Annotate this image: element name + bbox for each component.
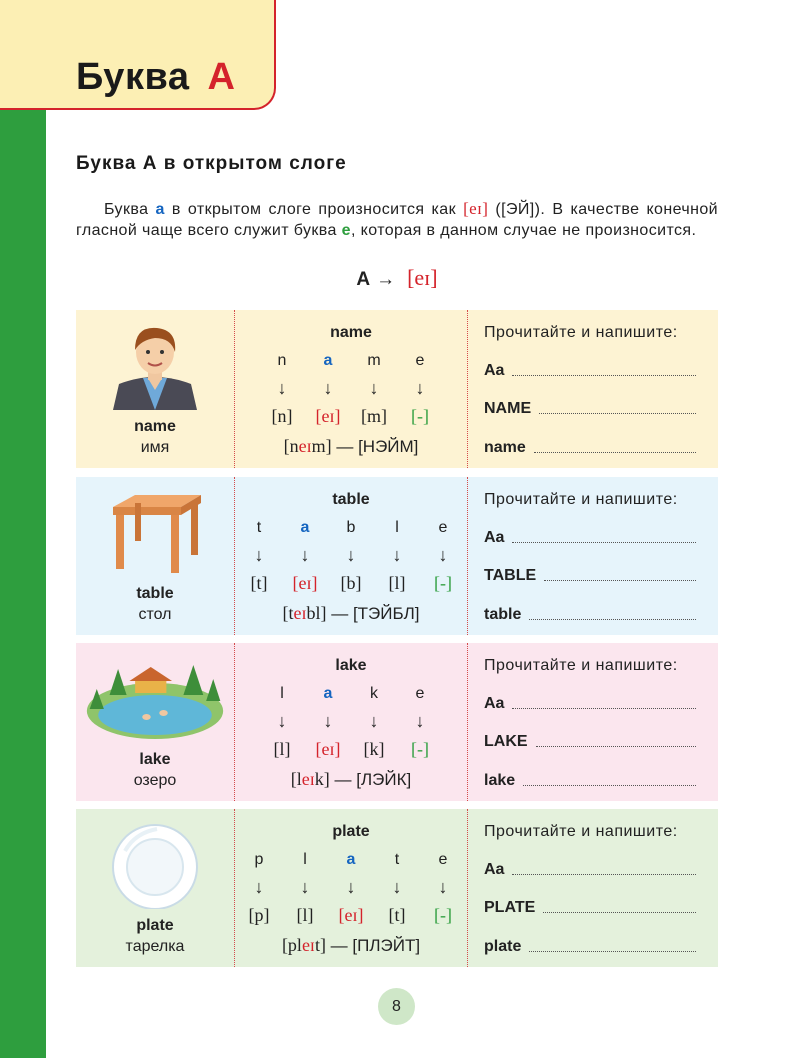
- phonetics-title: lake: [335, 657, 367, 674]
- card-translation: тарелка: [125, 938, 185, 955]
- writing-line[interactable]: plate: [484, 938, 696, 956]
- card-translation: имя: [140, 439, 170, 456]
- phonetics-column: [234, 643, 468, 801]
- letter-a-highlight: a: [155, 201, 165, 218]
- full-transcription: [pleɪt] — [ПЛЭЙТ]: [281, 935, 421, 955]
- card-translation: озеро: [133, 772, 177, 789]
- writing-line[interactable]: Aa: [484, 529, 696, 547]
- writing-line[interactable]: name: [484, 439, 696, 457]
- arrow-down-icon: ↓: [415, 378, 425, 398]
- full-transcription: [teɪbl] — [ТЭЙБЛ]: [282, 603, 420, 623]
- phonetics-column: [234, 809, 468, 967]
- card-word: lake: [139, 751, 171, 768]
- phonetics-title: plate: [332, 823, 370, 840]
- writing-line[interactable]: TABLE: [484, 567, 696, 585]
- exercise-column: [468, 643, 718, 801]
- word-card-lake: [76, 643, 718, 801]
- ipa-highlight: [eɪ]: [463, 199, 489, 218]
- sounds-row: [p] [l] [eɪ] [t] [-]: [248, 905, 452, 925]
- letters-row: l a k e: [280, 685, 425, 702]
- sounds-row: [n] [eɪ] [m] [-]: [271, 406, 429, 426]
- arrow-down-icon: ↓: [254, 877, 264, 897]
- arrow-down-icon: ↓: [323, 378, 333, 398]
- arrow-down-icon: ↓: [392, 877, 402, 897]
- boy-portrait-icon: [105, 322, 205, 410]
- writing-line[interactable]: Aa: [484, 861, 696, 879]
- letter-e-highlight: e: [341, 222, 351, 239]
- arrow-down-icon: ↓: [300, 877, 310, 897]
- arrow-down-icon: ↓: [392, 545, 402, 565]
- phonetics-column: [234, 477, 468, 635]
- writing-line[interactable]: lake: [484, 772, 696, 790]
- exercise-prompt: Прочитайте и напишите:: [484, 324, 678, 341]
- exercise-prompt: Прочитайте и напишите:: [484, 491, 678, 508]
- card-word: plate: [136, 917, 174, 934]
- picture-column: [76, 809, 234, 967]
- full-transcription: [neɪm] — [НЭЙМ]: [283, 436, 419, 456]
- writing-line[interactable]: table: [484, 606, 696, 624]
- exercise-column: [468, 310, 718, 468]
- exercise-prompt: Прочитайте и напишите:: [484, 823, 678, 840]
- page-title: [76, 56, 235, 99]
- writing-line[interactable]: PLATE: [484, 899, 696, 917]
- writing-line[interactable]: Aa: [484, 695, 696, 713]
- arrow-down-icon: ↓: [369, 711, 379, 731]
- picture-column: [76, 643, 234, 801]
- arrow-down-icon: ↓: [300, 545, 310, 565]
- green-side-bar: [0, 0, 46, 1058]
- picture-column: [76, 477, 234, 635]
- arrow-down-icon: ↓: [438, 545, 448, 565]
- full-transcription: [leɪk] — [ЛЭЙК]: [290, 769, 412, 789]
- section-heading: Буква А в открытом слоге: [76, 153, 347, 174]
- arrow-down-icon: ↓: [277, 378, 287, 398]
- picture-column: [76, 310, 234, 468]
- letters-row: n a m e: [277, 352, 425, 369]
- lake-icon: [84, 655, 226, 743]
- rule-line: А → [eɪ]: [356, 265, 438, 290]
- arrow-down-icon: ↓: [323, 711, 333, 731]
- plate-icon: [105, 821, 205, 909]
- exercise-column: [468, 809, 718, 967]
- arrow-down-icon: ↓: [415, 711, 425, 731]
- table-icon: [105, 489, 205, 577]
- exercise-prompt: Прочитайте и напишите:: [484, 657, 678, 674]
- title-word: Буква: [76, 56, 190, 98]
- writing-line[interactable]: LAKE: [484, 733, 696, 751]
- title-letter: A: [207, 56, 236, 98]
- sounds-row: [t] [eɪ] [b] [l] [-]: [250, 573, 452, 593]
- arrow-down-icon: ↓: [369, 378, 379, 398]
- arrow-down-icon: ↓: [277, 711, 287, 731]
- phonetics-title: table: [332, 491, 370, 508]
- intro-paragraph: Буква a в открытом слоге произносится как [eɪ] ([ЭЙ]). В качестве конечной гласной чаще всего служит буква e, которая в данном случае не произносится.: [76, 199, 718, 239]
- arrow-down-icon: ↓: [346, 545, 356, 565]
- arrows-row: [235, 877, 467, 898]
- card-word: table: [136, 585, 174, 602]
- word-card-name: [76, 310, 718, 468]
- word-card-table: [76, 477, 718, 635]
- arrow-down-icon: ↓: [438, 877, 448, 897]
- writing-line[interactable]: NAME: [484, 400, 696, 418]
- arrows-row: [235, 711, 467, 732]
- arrow-down-icon: ↓: [254, 545, 264, 565]
- card-translation: стол: [138, 606, 172, 623]
- word-card-plate: [76, 809, 718, 967]
- sounds-row: [l] [eɪ] [k] [-]: [273, 739, 429, 759]
- arrows-row: [235, 545, 467, 566]
- letters-row: t a b l e: [256, 519, 448, 536]
- arrow-down-icon: ↓: [346, 877, 356, 897]
- writing-line[interactable]: Aa: [484, 362, 696, 380]
- page-number: 8: [378, 988, 415, 1025]
- arrows-row: [235, 378, 467, 399]
- letters-row: p l a t e: [254, 851, 448, 868]
- exercise-column: [468, 477, 718, 635]
- card-word: name: [134, 418, 176, 435]
- phonetics-title: name: [330, 324, 372, 341]
- phonetics-column: [234, 310, 468, 468]
- arrow-right-icon: →: [376, 269, 396, 290]
